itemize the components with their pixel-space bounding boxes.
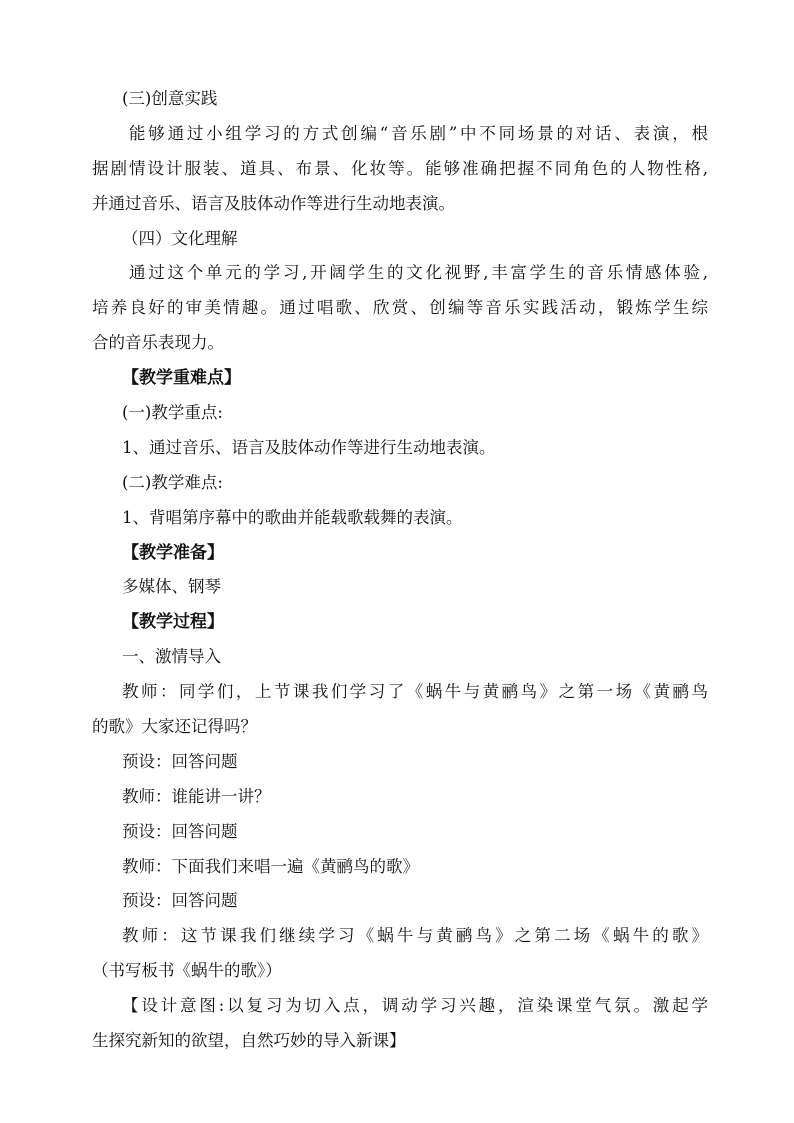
paragraph-line: 据剧情设计服装、道具、布景、化妆等。能够准确把握不同角色的人物性格,: [92, 158, 708, 178]
paragraph-line: 通过这个单元的学习,开阔学生的文化视野,丰富学生的音乐情感体验,: [129, 263, 708, 283]
subheading-introduction: 一、激情导入: [122, 647, 221, 667]
section-heading-preparation: 【教学准备】: [122, 542, 224, 563]
dialogue-line: 预设：回答问题: [122, 751, 238, 771]
paragraph-line: 合的音乐表现力。: [92, 333, 224, 353]
dialogue-line: （书写板书《蜗牛的歌》）: [92, 961, 282, 981]
subheading-creative-practice: (三)创意实践: [122, 89, 218, 108]
list-item: 1、通过音乐、语言及肢体动作等进行生动地表演。: [122, 437, 496, 457]
subheading-teaching-difficulty: (二)教学难点:: [122, 472, 223, 492]
section-heading-process: 【教学过程】: [122, 612, 224, 633]
dialogue-line: 教师：下面我们来唱一遍《黄鹂鸟的歌》: [122, 856, 419, 876]
dialogue-line: 教师：谁能讲一讲？: [122, 786, 271, 806]
subheading-teaching-focus: (一)教学重点:: [122, 403, 223, 423]
list-item: 1、背唱第序幕中的歌曲并能载歌载舞的表演。: [122, 507, 463, 527]
dialogue-line: 的歌》大家还记得吗？: [92, 717, 257, 737]
section-heading-key-points: 【教学重难点】: [122, 368, 241, 389]
paragraph-line: 培养良好的审美情趣。通过唱歌、欣赏、创编等音乐实践活动，锻炼学生综: [92, 298, 708, 318]
document-page: [92, 82, 708, 1059]
design-intent-line: 生探究新知的欲望，自然巧妙的导入新课】: [92, 1031, 406, 1051]
paragraph-line: 多媒体、钢琴: [122, 577, 221, 597]
dialogue-line: 教师：这节课我们继续学习《蜗牛与黄鹂鸟》之第二场《蜗牛的歌》: [122, 926, 708, 946]
dialogue-line: 教师：同学们，上节课我们学习了《蜗牛与黄鹂鸟》之第一场《黄鹂鸟: [122, 682, 708, 702]
dialogue-line: 预设：回答问题: [122, 891, 238, 911]
paragraph-line: 能够通过小组学习的方式创编“音乐剧”中不同场景的对话、表演，根: [129, 123, 708, 143]
design-intent-line: 【设计意图:以复习为切入点，调动学习兴趣，渲染课堂气氛。激起学: [122, 996, 708, 1016]
subheading-cultural-understanding: （四）文化理解: [122, 228, 238, 248]
dialogue-line: 预设：回答问题: [122, 821, 238, 841]
paragraph-line: 并通过音乐、语言及肢体动作等进行生动地表演。: [92, 193, 455, 213]
